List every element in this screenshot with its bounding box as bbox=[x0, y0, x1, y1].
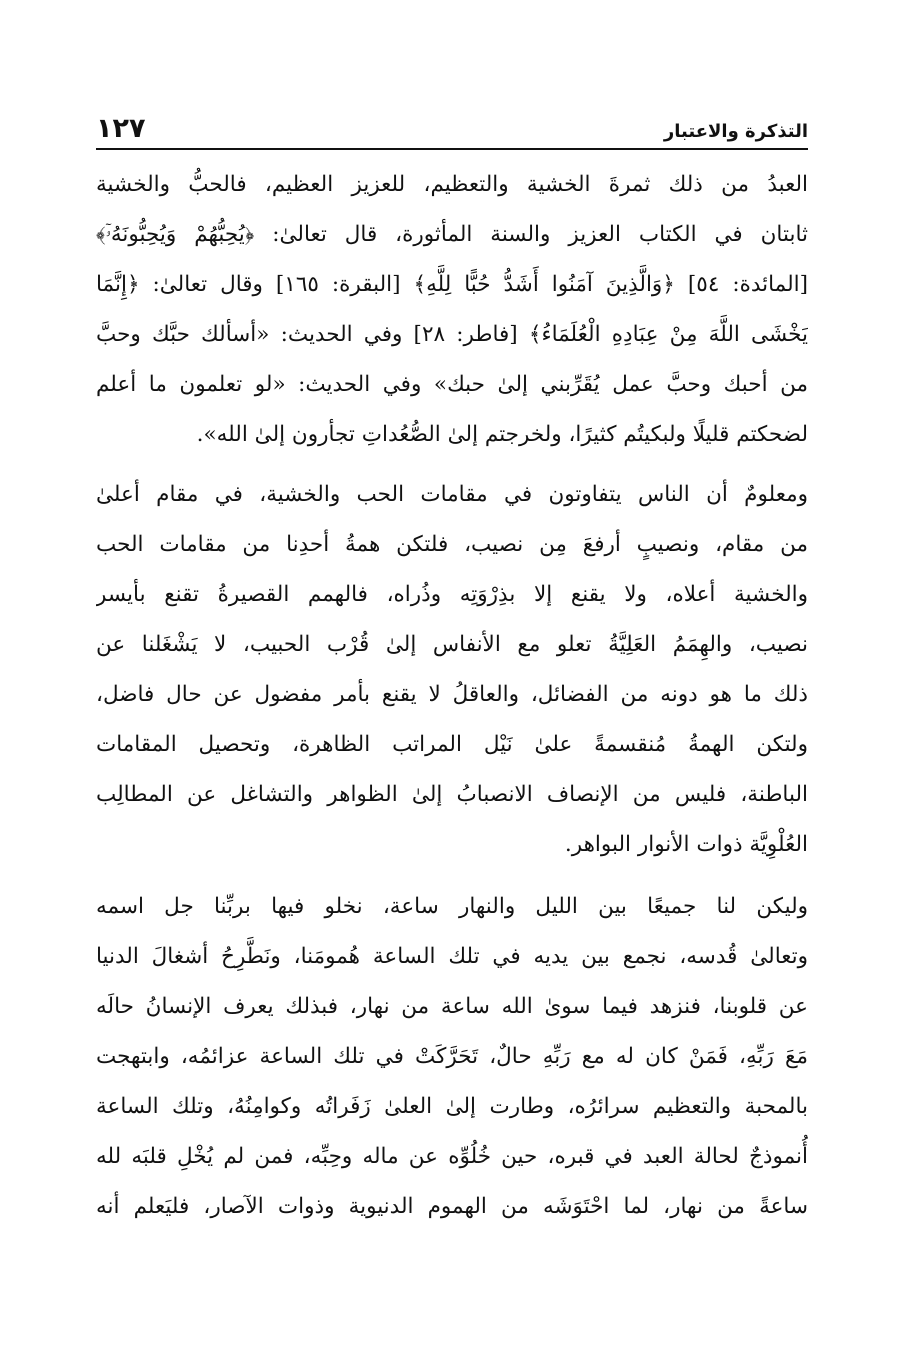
text-line: الباطنة، فليس من الإنصاف الانصبابُ إلىٰ الظواهر والتشاغل عن المطالِب bbox=[96, 782, 808, 807]
text-line: نصيب، والهِمَمُ العَلِيَّةُ تعلو مع الأنفاس إلىٰ قُرْب الحبيب، لا يَشْغَلنا عن bbox=[96, 632, 808, 657]
text-line: وتعالىٰ قُدسه، نجمع بين يديه في تلك الساعة هُمومَنا، ونَطَّرِحُ أشغالَ الدنيا bbox=[96, 944, 808, 969]
text-line: العُلْوِيَّة ذوات الأنوار البواهر. bbox=[564, 832, 808, 857]
text-line: من أحبك وحبَّ عمل يُقَرِّبني إلىٰ حبك» وفي الحديث: «لو تعلمون ما أعلم bbox=[96, 372, 808, 397]
running-header-title: التذكرة والاعتبار bbox=[663, 121, 808, 142]
text-line: العبدُ من ذلك ثمرةَ الخشية والتعظيم، للعزيز العظيم، فالحبُّ والخشية bbox=[96, 172, 808, 197]
text-line: [المائدة: ٥٤] ﴿وَالَّذِينَ آمَنُوا أَشَدُّ حُبًّا لِلَّهِ﴾ [البقرة: ١٦٥] وقال تعالىٰ: ﴿إِنَّمَا bbox=[96, 272, 808, 297]
text-line: عن قلوبنا، فنزهد فيما سوىٰ الله ساعة من نهار، فبذلك يعرف الإنسانُ حالَه bbox=[96, 994, 808, 1019]
body-text bbox=[96, 160, 808, 1232]
paragraph-gap bbox=[96, 870, 808, 882]
paragraph bbox=[96, 882, 808, 1232]
text-line: وليكن لنا جميعًا بين الليل والنهار ساعة، نخلو فيها بربِّنا جل اسمه bbox=[96, 894, 808, 919]
text-line: ساعةً من نهار، لما احْتَوَشَه من الهموم الدنيوية وذوات الآصار، فليَعلم أنه bbox=[96, 1194, 808, 1219]
paragraph-gap bbox=[96, 460, 808, 470]
page-number: ١٢٧ bbox=[96, 113, 146, 144]
text-line: ولتكن الهمةُ مُنقسمةً علىٰ نَيْل المراتب الظاهرة، وتحصيل المقامات bbox=[96, 732, 808, 757]
text-line: أُنموذجٌ لحالة العبد في قبره، حين خُلُوِّه عن ماله وحِبِّه، فمن لم يُخْلِ قلبَه لله bbox=[96, 1144, 808, 1169]
paragraph bbox=[96, 160, 808, 460]
paragraph bbox=[96, 470, 808, 870]
text-line: ذلك ما هو دونه من الفضائل، والعاقلُ لا يقنع بأمر مفضول عن حال فاضل، bbox=[96, 682, 808, 707]
text-line: بالمحبة والتعظيم سرائرُه، وطارت إلىٰ العلىٰ زَفَراتُه وكوامِنُهُ، وتلك الساعة bbox=[96, 1094, 808, 1119]
text-line: والخشية أعلاه، ولا يقنع إلا بذِرْوَتِه وذُراه، فالهمم القصيرةُ تقنع بأيسر bbox=[96, 582, 808, 607]
text-line: يَخْشَى اللَّهَ مِنْ عِبَادِهِ الْعُلَمَاءُ﴾ [فاطر: ٢٨] وفي الحديث: «أسألك حبَّك وحبَّ bbox=[96, 322, 808, 347]
text-line: من مقام، ونصيبٍ أرفعَ مِن نصيب، فلتكن همةُ أحدِنا من مقامات الحب bbox=[96, 532, 808, 557]
text-line: لضحكتم قليلًا ولبكيتُم كثيرًا، ولخرجتم إلىٰ الصُّعُداتِ تجأرون إلىٰ الله». bbox=[196, 422, 808, 447]
running-header bbox=[96, 108, 808, 150]
text-line: مَعَ رَبِّهِ، فَمَنْ كان له مع رَبِّهِ حالٌ، تَحَرَّكَتْ في تلك الساعة عزائمُه، وابتهجت bbox=[96, 1044, 808, 1069]
text-line: ومعلومٌ أن الناس يتفاوتون في مقامات الحب والخشية، في مقام أعلىٰ bbox=[96, 482, 808, 507]
text-line: ثابتان في الكتاب العزيز والسنة المأثورة، قال تعالىٰ: ﴿يُحِبُّهُمْ وَيُحِبُّونَهُۥٓ﴾ bbox=[96, 222, 808, 247]
